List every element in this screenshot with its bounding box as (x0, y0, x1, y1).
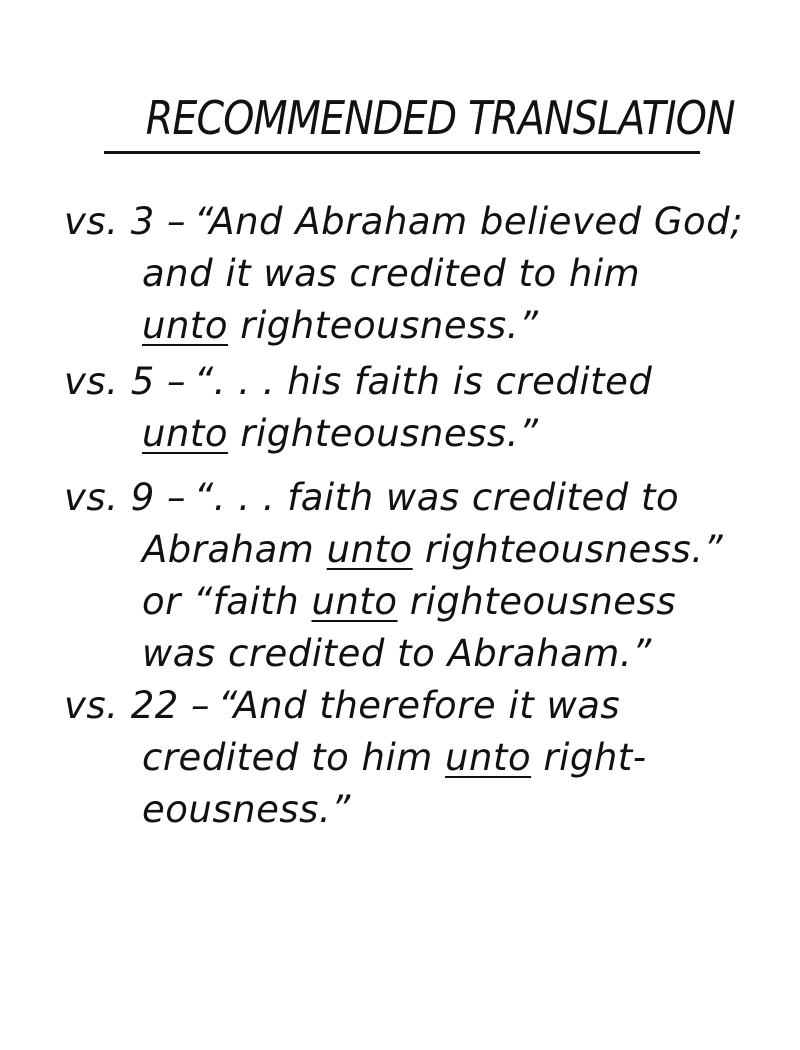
verse-ref: vs. 9 – (64, 476, 186, 519)
verse-ref: vs. 22 – (64, 684, 211, 727)
verse-text: right- (531, 736, 647, 779)
verse-3-block (64, 196, 754, 352)
verse-text: credited to him (142, 736, 446, 779)
verse-text: eousness.” (142, 788, 351, 831)
verse-ref: vs. 3 – (64, 200, 186, 243)
title-underline (104, 151, 700, 154)
verse-text: and it was credited to him (142, 252, 641, 295)
verse-text: “. . . faith was credited to (194, 476, 680, 519)
verse-22-block (64, 680, 754, 836)
verse-text: “. . . his faith is credited (194, 360, 653, 403)
verse-text: righteousness (397, 580, 677, 623)
verse-text: “And Abraham believed God; (194, 200, 744, 243)
emphasis-unto: unto (142, 304, 229, 347)
verse-text: or “faith (142, 580, 312, 623)
emphasis-unto: unto (311, 580, 398, 623)
verse-text: “And therefore it was (218, 684, 621, 727)
verse-text: righteousness.” (228, 412, 539, 455)
verse-text: righteousness.” (412, 528, 724, 571)
emphasis-unto: unto (445, 736, 532, 779)
emphasis-unto: unto (326, 528, 413, 571)
verse-text: was credited to Abraham.” (142, 632, 652, 675)
verse-text: righteousness.” (228, 304, 539, 347)
verse-5-block (64, 356, 754, 460)
page-title: RECOMMENDED TRANSLATION (145, 91, 735, 145)
verse-text: Abraham (142, 528, 327, 571)
verse-ref: vs. 5 – (64, 360, 186, 403)
verse-9-block (64, 472, 754, 680)
emphasis-unto: unto (142, 412, 229, 455)
